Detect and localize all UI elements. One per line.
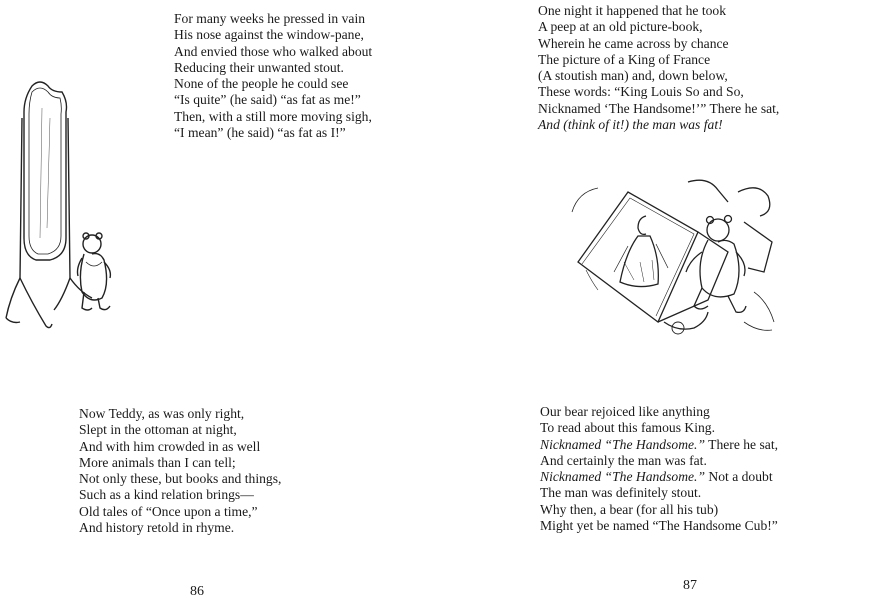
poem-line: To read about this famous King. bbox=[540, 420, 715, 436]
poem-line: Wherein he came across by chance bbox=[538, 35, 729, 51]
poem-line: More animals than I can tell; bbox=[79, 454, 236, 470]
cheval-mirror-with-bear-icon bbox=[2, 78, 120, 334]
poem-line: And (think of it!) the man was fat! bbox=[538, 117, 723, 133]
poem-line: Now Teddy, as was only right, bbox=[79, 406, 245, 421]
poem-line: For many weeks he pressed in vain bbox=[174, 11, 366, 26]
poem-line: The picture of a King of France bbox=[538, 51, 711, 67]
poem-line: (A stoutish man) and, down below, bbox=[538, 68, 728, 84]
poem-line: Our bear rejoiced like anything bbox=[540, 404, 710, 419]
poem-line bbox=[540, 437, 778, 453]
poem-line: “Is quite” (he said) “as fat as me!” bbox=[174, 92, 361, 108]
poem-line: Old tales of “Once upon a time,” bbox=[79, 503, 258, 519]
stanza-handsome-cub bbox=[540, 404, 778, 534]
poem-line: One night it happened that he took bbox=[538, 3, 727, 18]
poem-line: Then, with a still more moving sigh, bbox=[174, 108, 372, 124]
poem-line: His nose against the window-pane, bbox=[174, 27, 364, 43]
poem-line: And certainly the man was fat. bbox=[540, 452, 707, 468]
poem-line: Slept in the ottoman at night, bbox=[79, 422, 237, 438]
italic-phrase: Nicknamed “The Handsome.” bbox=[540, 436, 706, 452]
stanza-picture-book bbox=[538, 3, 779, 133]
bear-reading-book-icon bbox=[568, 172, 778, 340]
left-page bbox=[0, 0, 438, 604]
poem-line: “I mean” (he said) “as fat as I!” bbox=[174, 125, 346, 141]
poem-line: The man was definitely stout. bbox=[540, 485, 702, 501]
page-number-right: 87 bbox=[683, 578, 697, 593]
line-remainder: Not a doubt bbox=[705, 469, 773, 485]
stanza-ottoman bbox=[79, 406, 281, 536]
poem-line: And history retold in rhyme. bbox=[79, 520, 235, 536]
poem-line: These words: “King Louis So and So, bbox=[538, 84, 744, 100]
stanza-pressed-in-vain bbox=[174, 11, 372, 141]
poem-line: Not only these, but books and things, bbox=[79, 471, 282, 487]
poem-line: Such as a kind relation brings— bbox=[79, 487, 254, 503]
poem-line: And envied those who walked about bbox=[174, 43, 373, 59]
poem-line: Might yet be named “The Handsome Cub!” bbox=[540, 518, 778, 534]
right-page bbox=[438, 0, 877, 604]
italic-phrase: Nicknamed “The Handsome.” bbox=[540, 469, 706, 485]
poem-line: And with him crowded in as well bbox=[79, 438, 261, 454]
page-number-left: 86 bbox=[190, 584, 204, 599]
poem-line: A peep at an old picture-book, bbox=[538, 19, 703, 35]
line-remainder: There he sat, bbox=[705, 436, 778, 452]
poem-line: Why then, a bear (for all his tub) bbox=[540, 501, 719, 517]
poem-line: Nicknamed ‘The Handsome!’” There he sat, bbox=[538, 100, 780, 116]
poem-line bbox=[540, 469, 778, 485]
poem-line: None of the people he could see bbox=[174, 76, 349, 92]
poem-line: Reducing their unwanted stout. bbox=[174, 59, 344, 75]
